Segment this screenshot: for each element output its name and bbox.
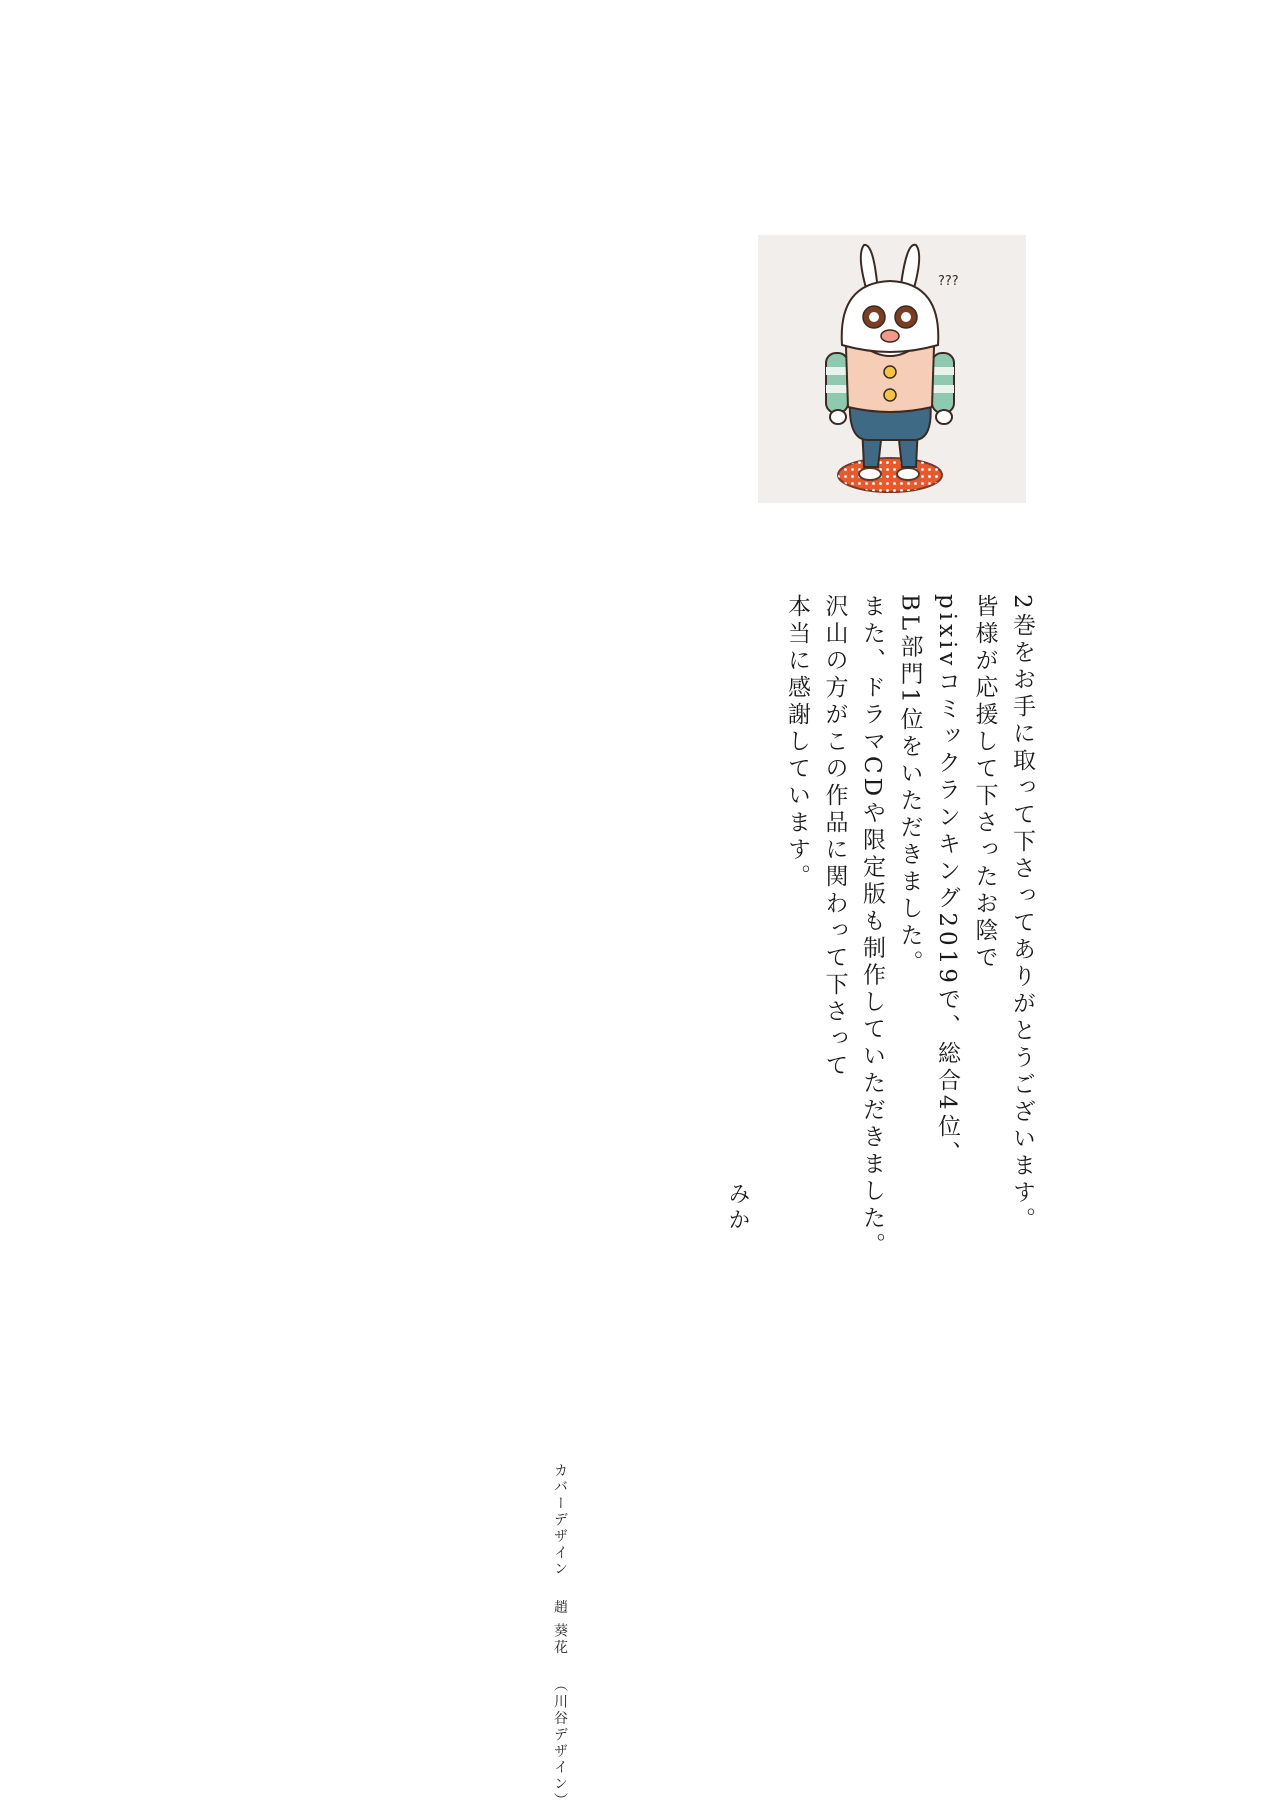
cover-design-credit bbox=[548, 1463, 572, 1809]
message-line: 皆様が応援して下さったお陰で bbox=[971, 594, 998, 972]
afterword-message bbox=[755, 594, 1040, 1260]
credit-role: カバーデザイン bbox=[552, 1463, 568, 1578]
message-line: また、ドラマCDや限定版も制作していただきました。 bbox=[859, 594, 885, 1260]
credit-name: 趙 葵花 bbox=[552, 1599, 568, 1656]
rabbit-character-icon bbox=[758, 235, 1026, 503]
author-signature: みか bbox=[725, 1182, 750, 1234]
message-line: BL部門1位をいただきました。 bbox=[896, 594, 923, 977]
message-line: 本当に感謝しています。 bbox=[784, 594, 810, 891]
message-line: 沢山の方がこの作品に関わって下さって bbox=[821, 594, 848, 1080]
message-line: pixivコミックランキング2019で、総合4位、 bbox=[934, 594, 960, 1168]
rabbit-character-illustration bbox=[758, 235, 1026, 503]
message-line: 2巻をお手に取って下さってありがとうございます。 bbox=[1009, 594, 1035, 1234]
question-marks: ??? bbox=[938, 274, 959, 289]
credit-affiliation: （川谷デザイン） bbox=[552, 1677, 568, 1810]
